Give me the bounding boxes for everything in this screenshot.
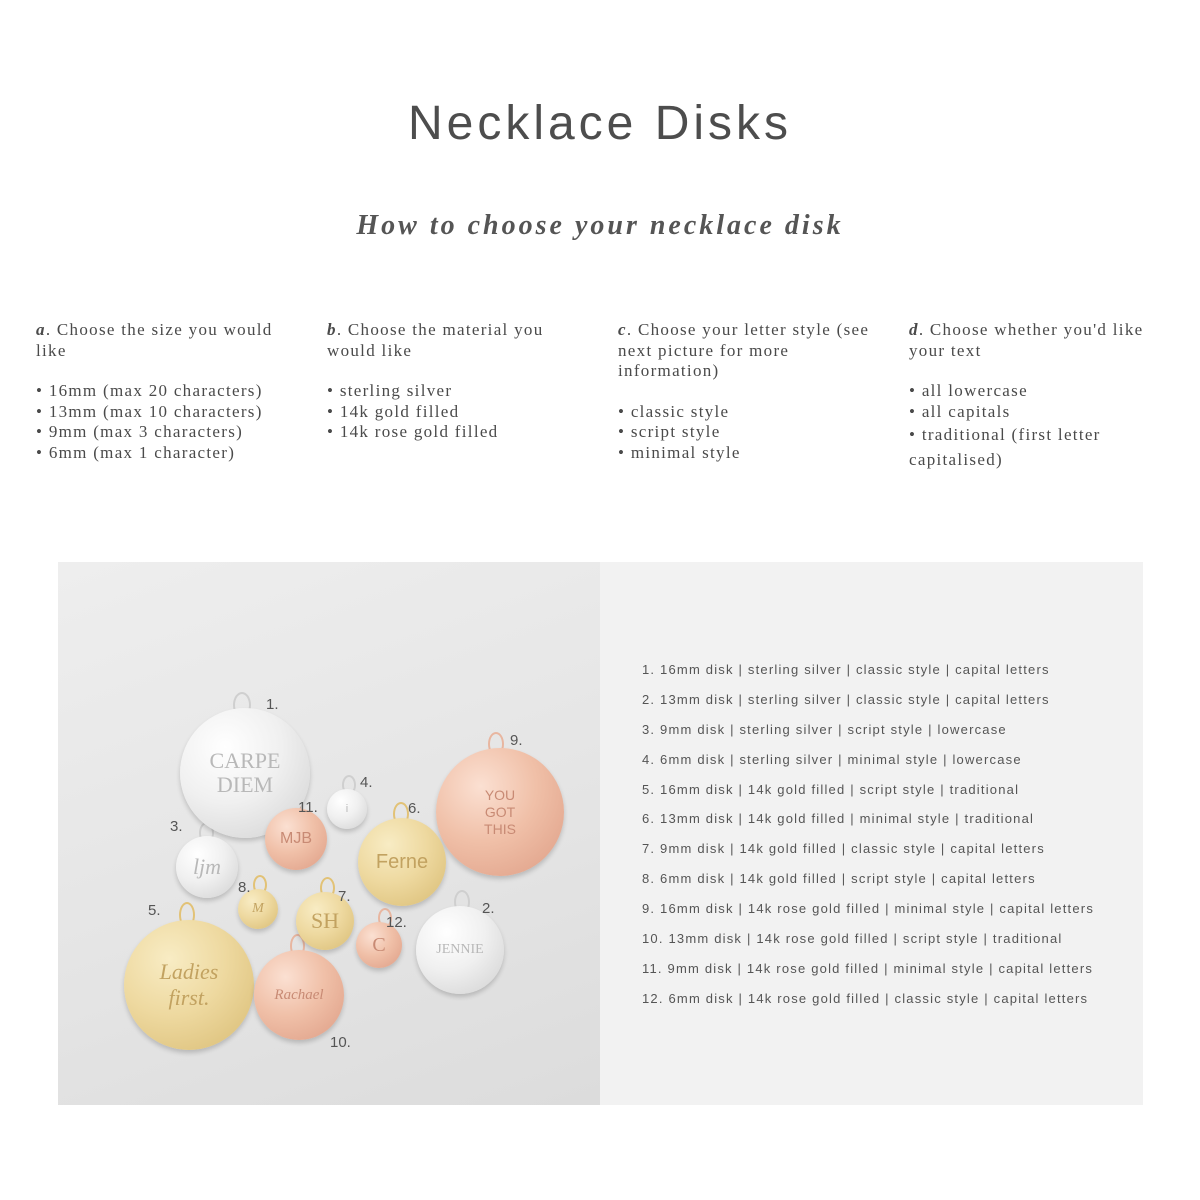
step-b-column bbox=[327, 320, 587, 443]
disk-6 bbox=[358, 818, 446, 906]
disk-9 bbox=[436, 748, 564, 876]
step-d-letter: d bbox=[909, 320, 919, 339]
disk-number: 10. bbox=[330, 1034, 351, 1051]
list-item: • 6mm (max 1 character) bbox=[36, 443, 296, 464]
legend-list bbox=[642, 660, 1094, 1019]
step-c-column bbox=[618, 320, 878, 463]
legend-item: 9. 16mm disk | 14k rose gold filled | minimal style | capital letters bbox=[642, 901, 1095, 917]
legend-item: 12. 6mm disk | 14k rose gold filled | classic style | capital letters bbox=[642, 990, 1089, 1006]
disk-number: 9. bbox=[510, 732, 523, 749]
legend-item: 11. 9mm disk | 14k rose gold filled | minimal style | capital letters bbox=[642, 960, 1094, 976]
step-a-text: . Choose the size you would like bbox=[36, 320, 273, 360]
disk-number: 4. bbox=[360, 774, 373, 791]
legend-panel bbox=[600, 562, 1143, 1105]
disk-number: 8. bbox=[238, 879, 251, 896]
legend-item: 7. 9mm disk | 14k gold filled | classic style | capital letters bbox=[642, 841, 1045, 857]
step-b-letter: b bbox=[327, 320, 337, 339]
disk-engraving: DIEM bbox=[216, 772, 274, 797]
step-d-text: . Choose whether you'd like your text bbox=[909, 320, 1144, 360]
disk-number: 6. bbox=[408, 800, 421, 817]
disk-engraving: Ladies bbox=[159, 959, 219, 984]
legend-item: 6. 13mm disk | 14k gold filled | minimal style | traditional bbox=[642, 811, 1035, 827]
disk-number: 5. bbox=[148, 902, 161, 919]
list-item: • classic style bbox=[618, 402, 878, 423]
legend-item: 10. 13mm disk | 14k rose gold filled | script style | traditional bbox=[642, 931, 1063, 947]
disk-engraving: YOU bbox=[484, 786, 516, 803]
list-item: • minimal style bbox=[618, 443, 878, 464]
step-b-heading bbox=[327, 320, 587, 361]
disk-5 bbox=[124, 920, 254, 1050]
list-item: • 14k rose gold filled bbox=[327, 422, 587, 443]
disk-number: 7. bbox=[338, 888, 351, 905]
step-d-list bbox=[909, 381, 1169, 472]
disk-3 bbox=[176, 836, 238, 898]
list-item: • all capitals bbox=[909, 402, 1169, 423]
disk-number: 11. bbox=[298, 799, 318, 816]
disk-engraving: i bbox=[345, 803, 349, 815]
step-b-list bbox=[327, 381, 587, 443]
step-a-heading bbox=[36, 320, 296, 361]
list-item: • 14k gold filled bbox=[327, 402, 587, 423]
page-subtitle: How to choose your necklace disk bbox=[356, 210, 844, 241]
page-title: Necklace Disks bbox=[407, 97, 793, 150]
step-c-list bbox=[618, 402, 878, 464]
step-b-text: . Choose the material you would like bbox=[327, 320, 544, 360]
step-c-heading bbox=[618, 320, 878, 382]
disk-11 bbox=[265, 808, 327, 870]
disks-photo bbox=[58, 562, 600, 1105]
list-item: • all lowercase bbox=[909, 381, 1169, 402]
legend-item: 8. 6mm disk | 14k gold filled | script style | capital letters bbox=[642, 871, 1036, 887]
disk-number: 2. bbox=[482, 900, 495, 917]
disk-engraving: SH bbox=[310, 908, 340, 933]
disk-engraving: ljm bbox=[192, 854, 222, 879]
legend-item: 4. 6mm disk | sterling silver | minimal style | lowercase bbox=[642, 751, 1022, 767]
disk-engraving: JENNIE bbox=[436, 942, 484, 957]
disk-engraving: CARPE bbox=[209, 748, 281, 773]
disk-engraving: MJB bbox=[280, 830, 312, 847]
disk-number: 3. bbox=[170, 818, 183, 835]
step-c-text: . Choose your letter style (see next picture for more information) bbox=[618, 320, 870, 380]
disk-4 bbox=[327, 789, 367, 829]
legend-item: 3. 9mm disk | sterling silver | script style | lowercase bbox=[642, 721, 1007, 737]
disk-engraving: M bbox=[252, 901, 264, 916]
list-item: • script style bbox=[618, 422, 878, 443]
disk-10 bbox=[254, 950, 344, 1040]
disk-number: 1. bbox=[266, 696, 279, 713]
step-a-list bbox=[36, 381, 296, 463]
disk-engraving: first. bbox=[168, 985, 210, 1010]
step-a-letter: a bbox=[36, 320, 46, 339]
disk-engraving: C bbox=[372, 933, 386, 956]
list-item: • 9mm (max 3 characters) bbox=[36, 422, 296, 443]
list-item: • 13mm (max 10 characters) bbox=[36, 402, 296, 423]
disk-2 bbox=[416, 906, 504, 994]
step-d-heading bbox=[909, 320, 1169, 361]
disk-engraving: THIS bbox=[484, 820, 516, 837]
list-item: • traditional (first letter capitalised) bbox=[909, 422, 1169, 472]
legend-item: 5. 16mm disk | 14k gold filled | script style | traditional bbox=[642, 781, 1020, 797]
legend-item: 1. 16mm disk | sterling silver | classic style | capital letters bbox=[642, 662, 1050, 677]
step-d-column bbox=[909, 320, 1169, 472]
disk-number: 12. bbox=[386, 914, 407, 931]
list-item: • 16mm (max 20 characters) bbox=[36, 381, 296, 402]
disk-engraving: Rachael bbox=[274, 986, 324, 1003]
step-c-letter: c bbox=[618, 320, 627, 339]
list-item: • sterling silver bbox=[327, 381, 587, 402]
disk-engraving: GOT bbox=[484, 803, 516, 820]
legend-item: 2. 13mm disk | sterling silver | classic style | capital letters bbox=[642, 691, 1050, 707]
step-a-column bbox=[36, 320, 296, 463]
disk-engraving: Ferne bbox=[375, 850, 429, 873]
